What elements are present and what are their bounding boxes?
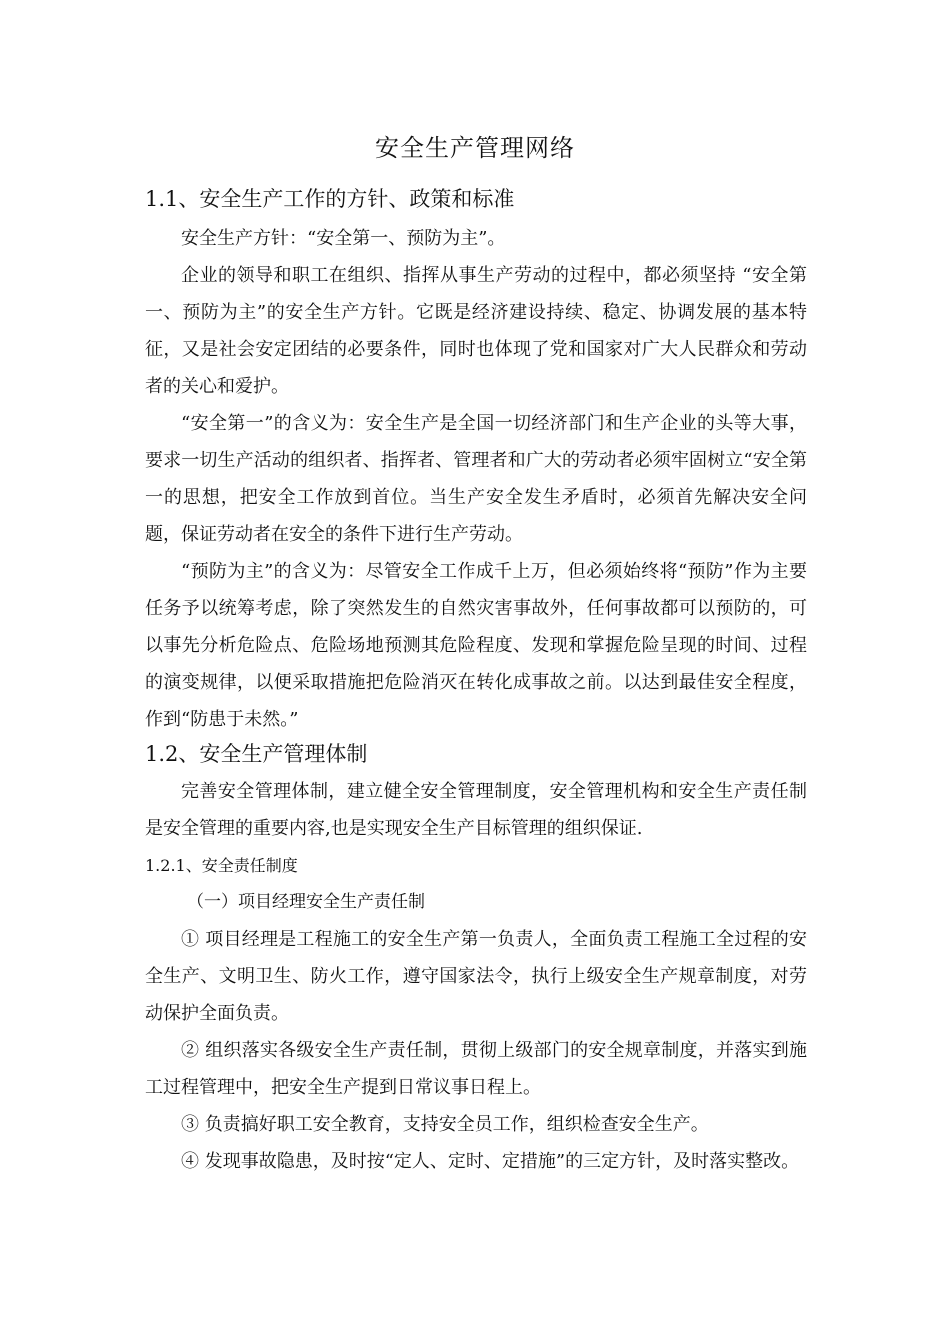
list-item-4: ④ 发现事故隐患，及时按“定人、定时、定措施”的三定方针，及时落实整改。 xyxy=(181,1151,800,1172)
document-title: 安全生产管理网络 xyxy=(375,134,575,162)
paragraph-management-system: 完善安全管理体制，建立健全安全管理制度，安全管理机构和安全生产责任制是安全管理的重要内容,也是实现安全生产目标管理的组织保证. xyxy=(145,781,807,839)
list-item-1: ① 项目经理是工程施工的安全生产第一负责人，全面负责工程施工全过程的安全生产、文明卫生、防火工作，遵守国家法令，执行上级安全生产规章制度，对劳动保护全面负责。 xyxy=(145,929,807,1024)
paragraph-prevention-meaning: “预防为主”的含义为：尽管安全工作成千上万，但必须始终将“预防”作为主要任务予以统筹考虑，除了突然发生的自然灾害事故外，任何事故都可以预防的，可以事先分析危险点、危险场地预测其危险程度、发现和掌握危险呈现的时间、过程的演变规律，以便采取措施把危险消灭在转化成事故之前。以达到最佳安全程度，作到“防患于未然。” xyxy=(145,561,807,730)
paragraph-leadership-principle: 企业的领导和职工在组织、指挥从事生产劳动的过程中，都必须坚持 “安全第一、预防为主”的安全生产方针。它既是经济建设持续、稳定、协调发展的基本特征，又是社会安定团结的必要条件，同时也体现了党和国家对广大人民群众和劳动者的关心和爱护。 xyxy=(145,265,807,397)
list-item-2: ② 组织落实各级安全生产责任制，贯彻上级部门的安全规章制度，并落实到施工过程管理中，把安全生产提到日常议事日程上。 xyxy=(145,1040,807,1098)
section-heading-1-1: 1.1、安全生产工作的方针、政策和标准 xyxy=(145,187,515,211)
section-heading-1-2: 1.2、安全生产管理体制 xyxy=(145,742,368,766)
subsection-heading-1-2-1: 1.2.1、安全责任制度 xyxy=(145,856,298,875)
subsubsection-heading-project-manager: （一）项目经理安全生产责任制 xyxy=(187,892,425,912)
paragraph-safety-first-meaning: “安全第一”的含义为：安全生产是全国一切经济部门和生产企业的头等大事，要求一切生产活动的组织者、指挥者、管理者和广大的劳动者必须牢固树立“安全第一的思想，把安全工作放到首位。当生产安全发生矛盾时，必须首先解决安全问题，保证劳动者在安全的条件下进行生产劳动。 xyxy=(145,413,807,545)
paragraph-safety-policy: 安全生产方针：“安全第一、预防为主”。 xyxy=(181,228,506,249)
list-item-3: ③ 负责搞好职工安全教育，支持安全员工作，组织检查安全生产。 xyxy=(181,1114,709,1135)
